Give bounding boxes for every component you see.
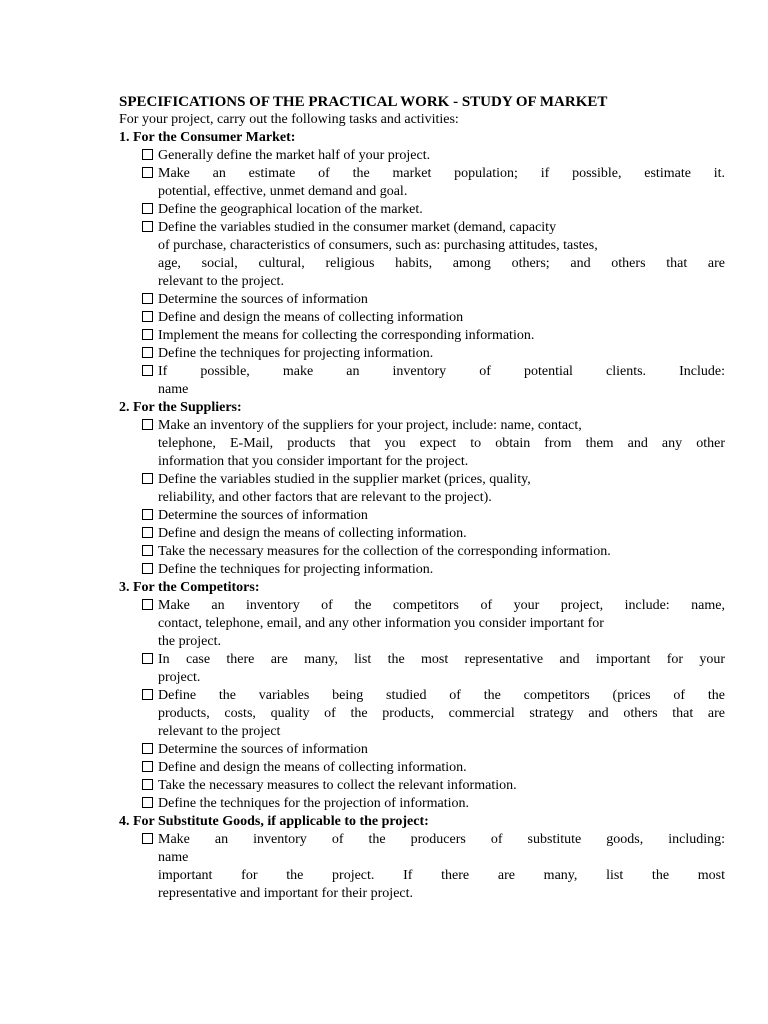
empty-box-icon: [142, 473, 153, 484]
list-item-text: products, costs, quality of the products, commercial strategy and others that are: [158, 706, 725, 721]
section-1: [119, 129, 725, 399]
bullet-list: [119, 417, 725, 579]
empty-box-icon: [142, 545, 153, 556]
sections-container: [119, 129, 725, 903]
list-item-text: Implement the means for collecting the corresponding information.: [149, 327, 725, 345]
list-item: [119, 561, 725, 579]
list-item-text: telephone, E-Mail, products that you expect to obtain from them and any other: [158, 436, 725, 451]
list-item: [119, 525, 725, 543]
empty-box-icon: [142, 347, 153, 358]
bullet-list: [119, 831, 725, 903]
empty-box-icon: [142, 599, 153, 610]
section-heading: 4. For Substitute Goods, if applicable to the project:: [119, 814, 429, 829]
list-item: [119, 759, 725, 777]
empty-box-icon: [142, 743, 153, 754]
list-item-text: representative and important for their project.: [158, 886, 414, 901]
list-item-text: Make an inventory of the suppliers for your project, include: name, contact,: [149, 417, 725, 435]
list-item-text: If possible, make an inventory of potential clients. Include:: [149, 363, 725, 381]
list-item: [119, 741, 725, 759]
list-item: [119, 777, 725, 795]
intro-text: For your project, carry out the following tasks and activities:: [119, 112, 459, 127]
list-item-text: project.: [158, 670, 201, 685]
list-item: [119, 687, 725, 741]
section-heading: 3. For the Competitors:: [119, 580, 260, 595]
list-item-text: Take the necessary measures to collect the relevant information.: [149, 777, 725, 795]
document-page: [119, 93, 725, 903]
empty-box-icon: [142, 293, 153, 304]
empty-box-icon: [142, 149, 153, 160]
empty-box-icon: [142, 365, 153, 376]
list-item-text: Define and design the means of collecting information.: [149, 759, 725, 777]
empty-box-icon: [142, 797, 153, 808]
empty-box-icon: [142, 419, 153, 430]
section-heading: 2. For the Suppliers:: [119, 400, 242, 415]
list-item: [119, 345, 725, 363]
list-item: [119, 471, 725, 507]
list-item: [119, 507, 725, 525]
list-item-text: Make an estimate of the market population; if possible, estimate it.: [149, 165, 725, 183]
section-2: [119, 399, 725, 579]
empty-box-icon: [142, 203, 153, 214]
list-item-text: relevant to the project: [158, 724, 281, 739]
section-3: [119, 579, 725, 813]
list-item-text: Define the techniques for projecting information.: [149, 561, 725, 579]
list-item-text: Generally define the market half of your project.: [149, 147, 725, 165]
list-item-text: Determine the sources of information: [149, 291, 725, 309]
list-item: [119, 309, 725, 327]
list-item-text: Make an inventory of the competitors of your project, include: name,: [149, 597, 725, 615]
list-item-text: Determine the sources of information: [149, 507, 725, 525]
list-item: [119, 201, 725, 219]
list-item-text: age, social, cultural, religious habits, among others; and others that are: [158, 256, 725, 271]
empty-box-icon: [142, 761, 153, 772]
list-item-text: name: [158, 850, 189, 865]
empty-box-icon: [142, 833, 153, 844]
list-item-text: Define and design the means of collecting information.: [149, 525, 725, 543]
list-item: [119, 831, 725, 903]
list-item: [119, 543, 725, 561]
empty-box-icon: [142, 563, 153, 574]
list-item-text: Make an inventory of the producers of substitute goods, including:: [149, 831, 725, 849]
list-item-text: Define and design the means of collecting information: [149, 309, 725, 327]
empty-box-icon: [142, 779, 153, 790]
list-item: [119, 651, 725, 687]
list-item: [119, 597, 725, 651]
list-item-text: contact, telephone, email, and any other information you consider important for: [158, 616, 604, 631]
list-item-text: Define the variables being studied of the competitors (prices of the: [149, 687, 725, 705]
list-item: [119, 417, 725, 471]
list-item-text: relevant to the project.: [158, 274, 284, 289]
list-item-text: reliability, and other factors that are relevant to the project).: [158, 490, 492, 505]
list-item-text: important for the project. If there are many, list the most: [158, 868, 725, 883]
empty-box-icon: [142, 527, 153, 538]
empty-box-icon: [142, 329, 153, 340]
empty-box-icon: [142, 221, 153, 232]
document-title: SPECIFICATIONS OF THE PRACTICAL WORK - STUDY OF MARKET: [119, 94, 608, 110]
list-item-text: potential, effective, unmet demand and goal.: [158, 184, 408, 199]
list-item-text: information that you consider important for the project.: [158, 454, 469, 469]
empty-box-icon: [142, 689, 153, 700]
list-item: [119, 165, 725, 201]
list-item: [119, 363, 725, 399]
list-item-text: the project.: [158, 634, 221, 649]
list-item-text: Define the variables studied in the supplier market (prices, quality,: [149, 471, 725, 489]
list-item-text: Take the necessary measures for the collection of the corresponding information.: [149, 543, 725, 561]
list-item-text: Define the techniques for projecting information.: [149, 345, 725, 363]
list-item: [119, 795, 725, 813]
empty-box-icon: [142, 311, 153, 322]
list-item-text: of purchase, characteristics of consumers, such as: purchasing attitudes, tastes,: [158, 238, 598, 253]
empty-box-icon: [142, 509, 153, 520]
bullet-list: [119, 147, 725, 399]
list-item-text: Define the geographical location of the market.: [149, 201, 725, 219]
list-item-text: Determine the sources of information: [149, 741, 725, 759]
section-4: [119, 813, 725, 903]
list-item: [119, 327, 725, 345]
bullet-list: [119, 597, 725, 813]
list-item-text: name: [158, 382, 189, 397]
empty-box-icon: [142, 653, 153, 664]
list-item-text: Define the techniques for the projection of information.: [149, 795, 725, 813]
list-item: [119, 291, 725, 309]
section-heading: 1. For the Consumer Market:: [119, 130, 296, 145]
list-item: [119, 147, 725, 165]
empty-box-icon: [142, 167, 153, 178]
list-item-text: Define the variables studied in the consumer market (demand, capacity: [149, 219, 725, 237]
list-item-text: In case there are many, list the most representative and important for your: [149, 651, 725, 669]
list-item: [119, 219, 725, 291]
